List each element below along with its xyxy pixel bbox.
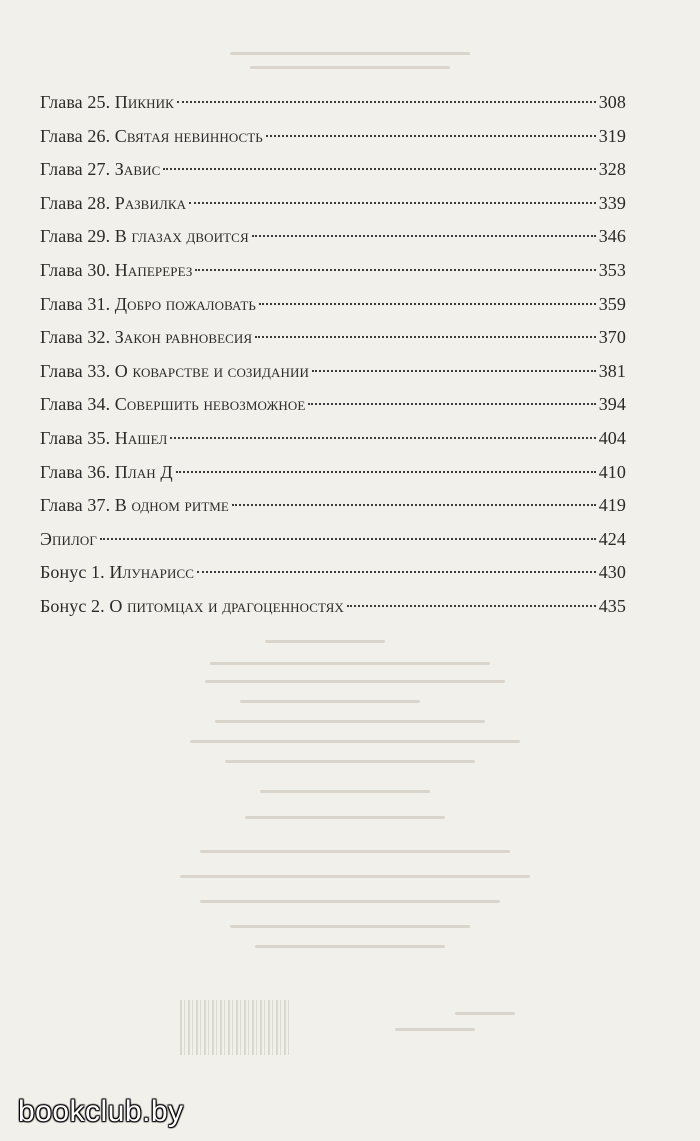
toc-entry: [40, 355, 626, 389]
toc-entry-label: [40, 355, 309, 389]
toc-entry-title: Совершить невозможное: [114, 394, 306, 415]
toc-entry-number: Бонус 1.: [40, 562, 105, 583]
dot-leader: [259, 303, 596, 305]
toc-entry-label: [40, 187, 186, 221]
toc-entry-label: [40, 220, 249, 254]
dot-leader: [177, 101, 596, 103]
toc-entry-label: [40, 388, 305, 422]
toc-entry-number: Глава 33.: [40, 360, 111, 381]
toc-entry-label: [40, 153, 160, 187]
toc-entry-title: План Д: [114, 461, 173, 482]
toc-entry: [40, 288, 626, 322]
toc-entry-title: Добро пожаловать: [114, 293, 257, 314]
toc-entry-label: [40, 556, 194, 590]
toc-entry: [40, 388, 626, 422]
toc-entry-title: Эпилог: [40, 528, 97, 549]
dot-leader: [252, 235, 596, 237]
toc-entry-page-number: 319: [598, 125, 626, 146]
toc-entry: [40, 120, 626, 154]
toc-entry-label: [40, 254, 192, 288]
toc-entry-number: Глава 26.: [40, 125, 111, 146]
toc-entry-number: Глава 35.: [40, 427, 111, 448]
dot-leader: [308, 403, 595, 405]
toc-entry: [40, 254, 626, 288]
dot-leader: [163, 168, 595, 170]
toc-entry-title: Святая невинность: [114, 125, 263, 146]
toc-entry: [40, 489, 626, 523]
toc-entry-page-number: 419: [598, 495, 626, 516]
toc-entry-number: Глава 25.: [40, 92, 111, 112]
dot-leader: [347, 605, 596, 607]
dot-leader: [232, 504, 596, 506]
toc-entry-page-number: 308: [598, 92, 626, 112]
toc-entry-title: Пикник: [114, 92, 174, 112]
toc-entry-title: В одном ритме: [114, 495, 229, 516]
toc-entry: [40, 187, 626, 221]
toc-entry: [40, 456, 626, 490]
toc-entry-label: [40, 86, 174, 120]
toc-entry-label: [40, 489, 229, 523]
watermark: bookclub.by: [18, 1095, 184, 1128]
toc-entry-title: О коварстве и созидании: [114, 360, 309, 381]
toc-entry-title: О питомцах и драгоценностях: [109, 595, 344, 616]
toc-entry: [40, 422, 626, 456]
toc-entry-number: Бонус 2.: [40, 595, 105, 616]
toc-entry-number: Глава 34.: [40, 394, 111, 415]
toc-entry-number: Глава 31.: [40, 293, 111, 314]
toc-entry-page-number: 435: [598, 595, 626, 616]
toc-entry-title: Закон равновесия: [114, 327, 253, 348]
dot-leader: [255, 336, 596, 338]
toc-entry-page-number: 404: [598, 427, 626, 448]
toc-entry-label: [40, 321, 252, 355]
toc-entry-page-number: 381: [598, 360, 626, 381]
toc-entry-label: [40, 590, 344, 624]
toc-entry-title: Илунарисс: [109, 562, 195, 583]
toc-entry: [40, 321, 626, 355]
table-of-contents: [40, 86, 626, 624]
toc-entry-number: Глава 30.: [40, 259, 111, 280]
toc-entry-title: Наперерез: [114, 259, 193, 280]
toc-entry-title: В глазах двоится: [114, 226, 249, 247]
barcode-bleed-through: [180, 1000, 290, 1055]
toc-entry-page-number: 424: [598, 528, 626, 549]
toc-entry-label: [40, 456, 173, 490]
toc-entry-number: Глава 32.: [40, 327, 111, 348]
toc-entry-page-number: 346: [598, 226, 626, 247]
dot-leader: [170, 437, 595, 439]
dot-leader: [100, 538, 596, 540]
toc-entry-title: Завис: [114, 159, 161, 180]
dot-leader: [312, 370, 596, 372]
toc-entry: [40, 590, 626, 624]
toc-entry-page-number: 370: [598, 327, 626, 348]
toc-entry-page-number: 394: [598, 394, 626, 415]
toc-entry-number: Глава 27.: [40, 159, 111, 180]
toc-entry-title: Нашел: [114, 427, 168, 448]
toc-entry-number: Глава 28.: [40, 192, 111, 213]
toc-entry-page-number: 410: [598, 461, 626, 482]
toc-entry: [40, 523, 626, 557]
toc-entry: [40, 86, 626, 120]
toc-entry-label: [40, 120, 263, 154]
toc-entry-page-number: 339: [598, 192, 626, 213]
toc-entry-label: [40, 523, 97, 557]
toc-entry-title: Развилка: [114, 192, 187, 213]
toc-entry-label: [40, 422, 167, 456]
toc-entry-number: Глава 37.: [40, 495, 111, 516]
toc-entry-page-number: 430: [598, 562, 626, 583]
dot-leader: [266, 135, 596, 137]
dot-leader: [189, 202, 596, 204]
dot-leader: [197, 571, 596, 573]
toc-entry-number: Глава 29.: [40, 226, 111, 247]
toc-entry-page-number: 353: [598, 259, 626, 280]
toc-entry-page-number: 328: [598, 159, 626, 180]
toc-entry-page-number: 359: [598, 293, 626, 314]
toc-entry-label: [40, 288, 256, 322]
toc-entry: [40, 556, 626, 590]
toc-entry-number: Глава 36.: [40, 461, 111, 482]
dot-leader: [176, 471, 596, 473]
toc-entry: [40, 153, 626, 187]
dot-leader: [195, 269, 595, 271]
toc-entry: [40, 220, 626, 254]
